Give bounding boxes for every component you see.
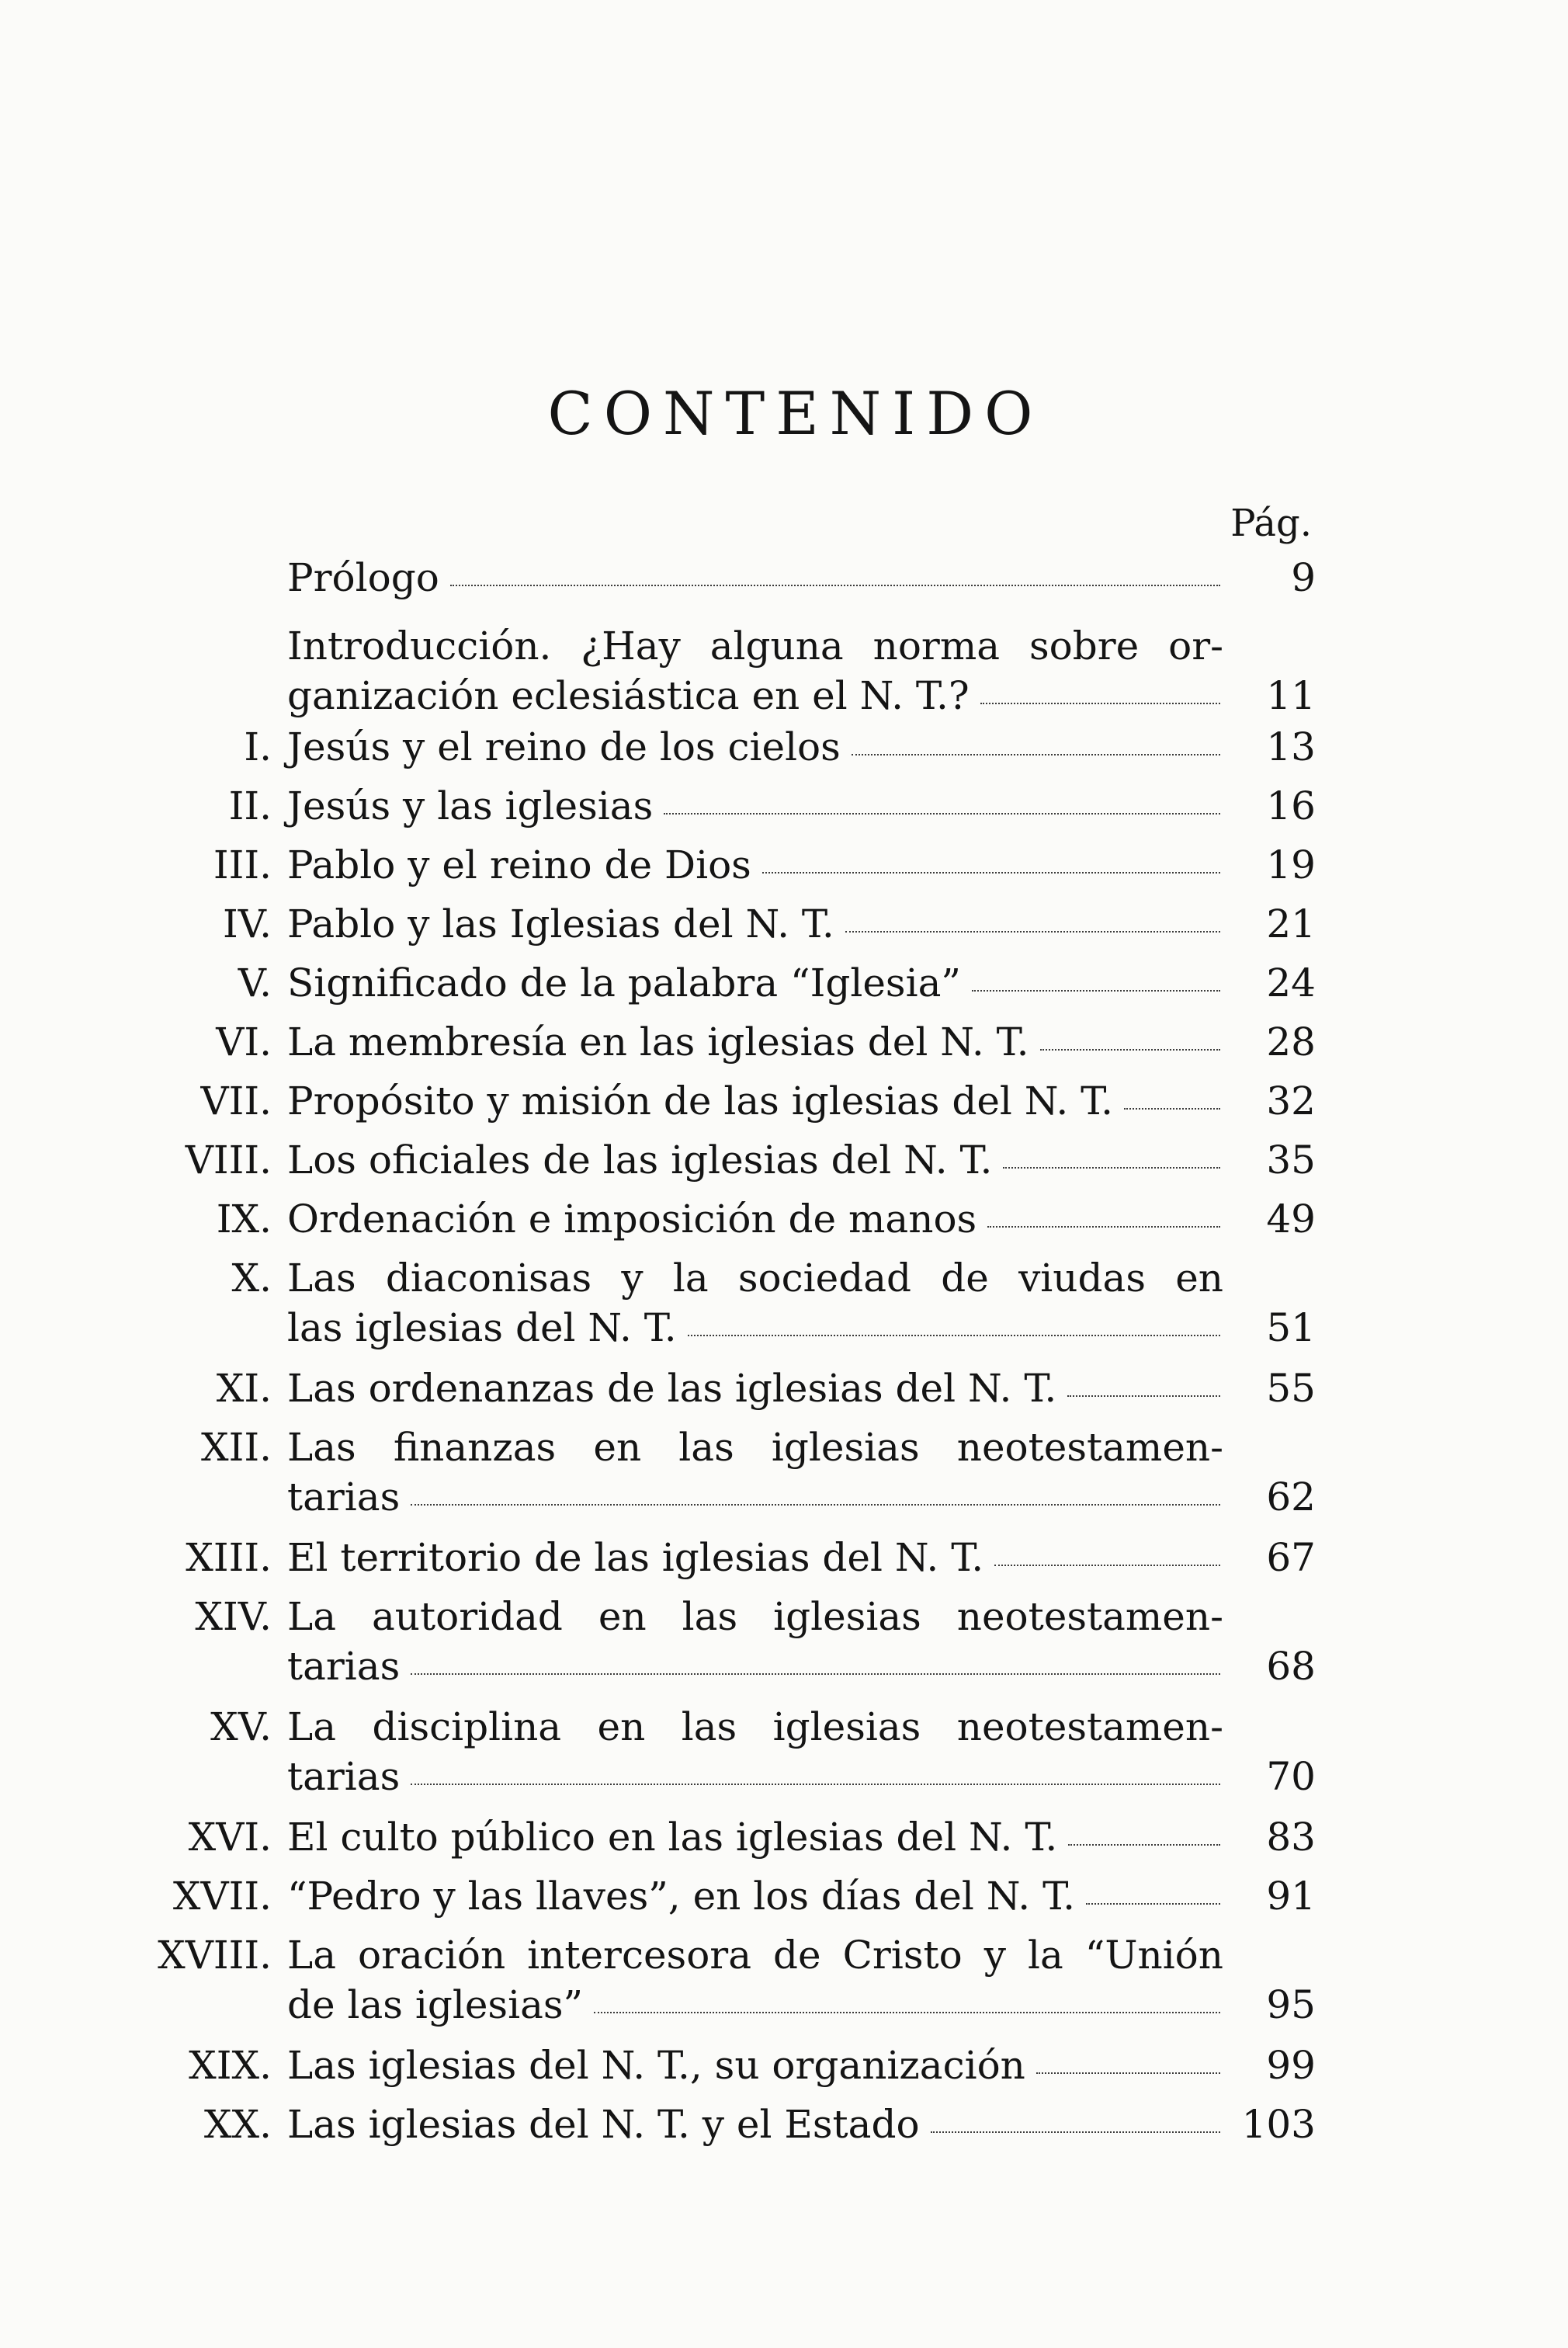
page-number: 51 bbox=[1266, 1305, 1316, 1350]
chapter-title bbox=[287, 621, 1223, 721]
chapter-number: XVI. bbox=[188, 1815, 272, 1860]
chapter-title-line: tarias bbox=[287, 1474, 401, 1520]
dot-leader bbox=[762, 871, 1220, 874]
dot-leader bbox=[1040, 1048, 1220, 1051]
chapter-number: VI. bbox=[216, 1019, 272, 1065]
page-title: CONTENIDO bbox=[547, 379, 1044, 448]
chapter-title-line: La autoridad en las iglesias neotestamen- bbox=[287, 1594, 1223, 1639]
chapter-title-line: El culto público en las iglesias del N. T. bbox=[287, 1815, 1058, 1860]
page-number: 19 bbox=[1266, 842, 1316, 887]
dot-leader bbox=[664, 812, 1220, 815]
page-number: 68 bbox=[1266, 1644, 1316, 1689]
dot-leader bbox=[1068, 1843, 1220, 1846]
dot-leader bbox=[845, 930, 1220, 933]
chapter-title bbox=[287, 958, 1223, 1008]
page-number: 62 bbox=[1266, 1474, 1316, 1520]
chapter-title bbox=[287, 722, 1223, 772]
chapter-title-line: las iglesias del N. T. bbox=[287, 1305, 677, 1350]
page-number: 13 bbox=[1266, 724, 1316, 769]
chapter-title bbox=[287, 1702, 1223, 1801]
dot-leader bbox=[411, 1672, 1220, 1675]
dot-leader bbox=[688, 1334, 1220, 1336]
chapter-title-line: Las iglesias del N. T. y el Estado bbox=[287, 2102, 920, 2147]
chapter-number: X. bbox=[231, 1256, 272, 1301]
dot-leader bbox=[1003, 1166, 1220, 1169]
page-number: 70 bbox=[1266, 1754, 1316, 1799]
page-column-label: Pág. bbox=[1230, 502, 1312, 545]
page-number: 95 bbox=[1266, 1982, 1316, 2027]
dot-leader bbox=[1036, 2072, 1220, 2074]
chapter-title-line: Las finanzas en las iglesias neotestamen- bbox=[287, 1425, 1223, 1470]
dot-leader bbox=[450, 584, 1220, 586]
dot-leader bbox=[994, 1564, 1220, 1566]
chapter-title bbox=[287, 1194, 1223, 1244]
page-number: 28 bbox=[1266, 1019, 1316, 1065]
chapter-number: IX. bbox=[216, 1197, 272, 1242]
chapter-title-line: Significado de la palabra “Iglesia” bbox=[287, 960, 961, 1006]
page-number: 11 bbox=[1266, 673, 1316, 718]
chapter-number: V. bbox=[238, 960, 272, 1006]
chapter-title-line: Pablo y el reino de Dios bbox=[287, 842, 751, 887]
chapter-title-line: Ordenación e imposición de manos bbox=[287, 1197, 977, 1242]
chapter-title-line: El territorio de las iglesias del N. T. bbox=[287, 1535, 984, 1580]
chapter-title bbox=[287, 1363, 1223, 1413]
dot-leader bbox=[1086, 1902, 1220, 1905]
chapter-number: XII. bbox=[201, 1425, 272, 1470]
chapter-title bbox=[287, 2041, 1223, 2090]
chapter-title-line: Jesús y las iglesias bbox=[287, 783, 654, 828]
page-number: 16 bbox=[1266, 783, 1316, 828]
chapter-title bbox=[287, 1930, 1223, 2030]
chapter-number: I. bbox=[244, 724, 272, 769]
chapter-title-line: Las diaconisas y la sociedad de viudas en bbox=[287, 1256, 1223, 1301]
dot-leader bbox=[594, 2011, 1220, 2013]
chapter-title-line: “Pedro y las llaves”, en los días del N. T. bbox=[287, 1874, 1075, 1919]
page-number: 83 bbox=[1266, 1815, 1316, 1860]
chapter-title-line: Propósito y misión de las iglesias del N. T. bbox=[287, 1078, 1114, 1124]
page-number: 49 bbox=[1266, 1197, 1316, 1242]
chapter-number: III. bbox=[213, 842, 272, 887]
dot-leader bbox=[931, 2131, 1220, 2133]
chapter-title bbox=[287, 1253, 1223, 1353]
page-number: 32 bbox=[1266, 1078, 1316, 1124]
chapter-title-line: Las ordenanzas de las iglesias del N. T. bbox=[287, 1366, 1057, 1411]
chapter-title-line: Jesús y el reino de los cielos bbox=[287, 724, 841, 769]
chapter-title bbox=[287, 1871, 1223, 1921]
chapter-title bbox=[287, 2100, 1223, 2149]
dot-leader bbox=[980, 702, 1220, 704]
dot-leader bbox=[972, 989, 1220, 992]
dot-leader bbox=[1124, 1107, 1220, 1110]
dot-leader bbox=[852, 753, 1220, 755]
chapter-title-line: La oración intercesora de Cristo y la “Unión bbox=[287, 1933, 1223, 1978]
chapter-title-line: tarias bbox=[287, 1754, 401, 1799]
chapter-title bbox=[287, 1135, 1223, 1185]
page-number: 9 bbox=[1291, 555, 1316, 600]
chapter-number: XV. bbox=[210, 1704, 272, 1749]
chapter-title bbox=[287, 1812, 1223, 1862]
dot-leader bbox=[987, 1225, 1220, 1228]
chapter-number: XI. bbox=[216, 1366, 272, 1411]
page-number: 91 bbox=[1266, 1874, 1316, 1919]
chapter-number: XX. bbox=[203, 2102, 272, 2147]
page-number: 24 bbox=[1266, 960, 1316, 1006]
chapter-number: XVII. bbox=[172, 1874, 272, 1919]
chapter-title-line: de las iglesias” bbox=[287, 1982, 584, 2027]
chapter-number: XIV. bbox=[195, 1594, 272, 1639]
page-number: 21 bbox=[1266, 901, 1316, 946]
chapter-title-line: Los oficiales de las iglesias del N. T. bbox=[287, 1138, 993, 1183]
chapter-number: XVIII. bbox=[158, 1933, 272, 1978]
chapter-title-line: La membresía en las iglesias del N. T. bbox=[287, 1019, 1029, 1065]
chapter-title bbox=[287, 1592, 1223, 1691]
chapter-title bbox=[287, 553, 1223, 603]
chapter-title-line: ganización eclesiástica en el N. T.? bbox=[287, 673, 970, 718]
chapter-title bbox=[287, 1017, 1223, 1067]
chapter-number: VIII. bbox=[185, 1138, 272, 1183]
chapter-number: XIII. bbox=[186, 1535, 272, 1580]
chapter-title bbox=[287, 1076, 1223, 1126]
chapter-title-line: tarias bbox=[287, 1644, 401, 1689]
chapter-title bbox=[287, 840, 1223, 890]
chapter-title-line: Introducción. ¿Hay alguna norma sobre or- bbox=[287, 623, 1223, 669]
chapter-title bbox=[287, 899, 1223, 949]
page-number: 103 bbox=[1241, 2102, 1316, 2147]
page-number: 35 bbox=[1266, 1138, 1316, 1183]
chapter-title-line: La disciplina en las iglesias neotestamen- bbox=[287, 1704, 1223, 1749]
chapter-number: II. bbox=[228, 783, 272, 828]
dot-leader bbox=[1067, 1395, 1220, 1397]
chapter-title-line: Prólogo bbox=[287, 555, 439, 600]
chapter-title-line: Las iglesias del N. T., su organización bbox=[287, 2043, 1025, 2088]
page-number: 55 bbox=[1266, 1366, 1316, 1411]
chapter-title bbox=[287, 1533, 1223, 1582]
chapter-number: XIX. bbox=[189, 2043, 272, 2088]
chapter-title bbox=[287, 781, 1223, 831]
chapter-number: VII. bbox=[200, 1078, 272, 1124]
dot-leader bbox=[411, 1783, 1220, 1785]
chapter-title bbox=[287, 1422, 1223, 1522]
dot-leader bbox=[411, 1503, 1220, 1506]
chapter-number: IV. bbox=[222, 901, 272, 946]
page-number: 67 bbox=[1266, 1535, 1316, 1580]
chapter-title-line: Pablo y las Iglesias del N. T. bbox=[287, 901, 834, 946]
page-number: 99 bbox=[1266, 2043, 1316, 2088]
